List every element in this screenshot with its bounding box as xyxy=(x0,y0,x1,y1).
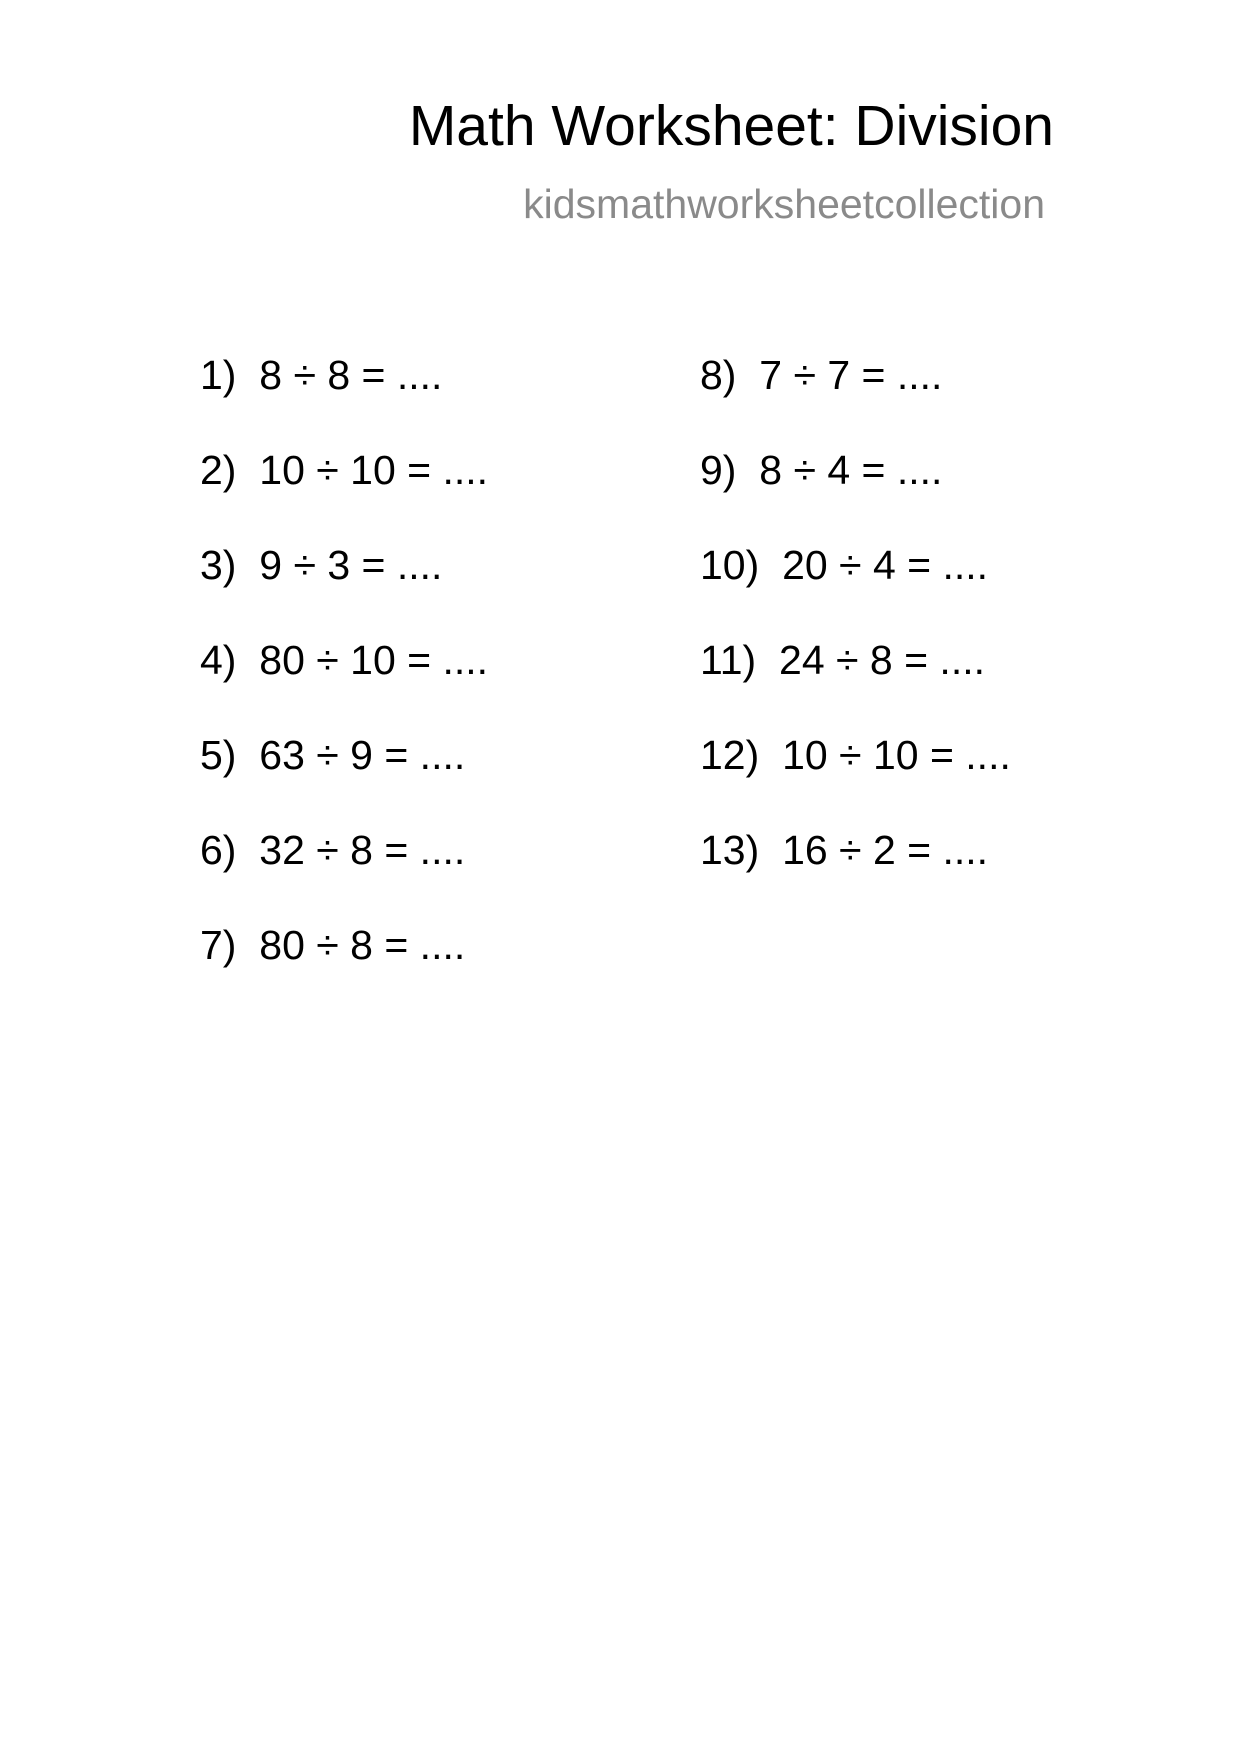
problem-number: 11) xyxy=(700,637,757,683)
problem-number: 6) xyxy=(200,827,237,873)
problem-number: 10) xyxy=(700,542,760,588)
problem-number: 1) xyxy=(200,352,237,398)
problem-number: 9) xyxy=(700,447,737,493)
problem-item xyxy=(700,447,1011,542)
problem-number: 4) xyxy=(200,637,237,683)
problem-item xyxy=(200,447,488,542)
problem-expression: 10 ÷ 10 = .... xyxy=(782,732,1011,778)
problem-item xyxy=(700,827,1011,922)
problem-number: 12) xyxy=(700,732,760,778)
problem-expression: 9 ÷ 3 = .... xyxy=(259,542,443,588)
problem-expression: 24 ÷ 8 = .... xyxy=(779,637,985,683)
problem-item xyxy=(700,637,1011,732)
problem-item xyxy=(200,637,488,732)
problems-right-column xyxy=(700,352,1011,922)
problem-expression: 7 ÷ 7 = .... xyxy=(759,352,943,398)
problem-expression: 16 ÷ 2 = .... xyxy=(782,827,989,873)
problem-item xyxy=(700,542,1011,637)
problem-number: 3) xyxy=(200,542,237,588)
problem-expression: 8 ÷ 4 = .... xyxy=(759,447,943,493)
problem-number: 8) xyxy=(700,352,737,398)
problem-expression: 63 ÷ 9 = .... xyxy=(259,732,466,778)
problem-item xyxy=(200,922,488,1017)
problem-number: 7) xyxy=(200,922,237,968)
problem-item xyxy=(700,732,1011,827)
problem-item xyxy=(200,542,488,637)
page-subtitle: kidsmathworksheetcollection xyxy=(523,181,1045,227)
problem-item xyxy=(200,827,488,922)
page-title: Math Worksheet: Division xyxy=(408,94,1054,158)
problem-expression: 80 ÷ 10 = .... xyxy=(259,637,489,683)
problem-item xyxy=(200,352,488,447)
problem-item xyxy=(200,732,488,827)
problem-expression: 8 ÷ 8 = .... xyxy=(259,352,443,398)
problem-expression: 32 ÷ 8 = .... xyxy=(259,827,466,873)
problem-number: 13) xyxy=(700,827,760,873)
problem-expression: 20 ÷ 4 = .... xyxy=(782,542,989,588)
problem-expression: 80 ÷ 8 = .... xyxy=(259,922,466,968)
problem-number: 5) xyxy=(200,732,237,778)
problem-expression: 10 ÷ 10 = .... xyxy=(259,447,489,493)
problems-left-column xyxy=(200,352,488,1017)
problem-item xyxy=(700,352,1011,447)
problem-number: 2) xyxy=(200,447,237,493)
